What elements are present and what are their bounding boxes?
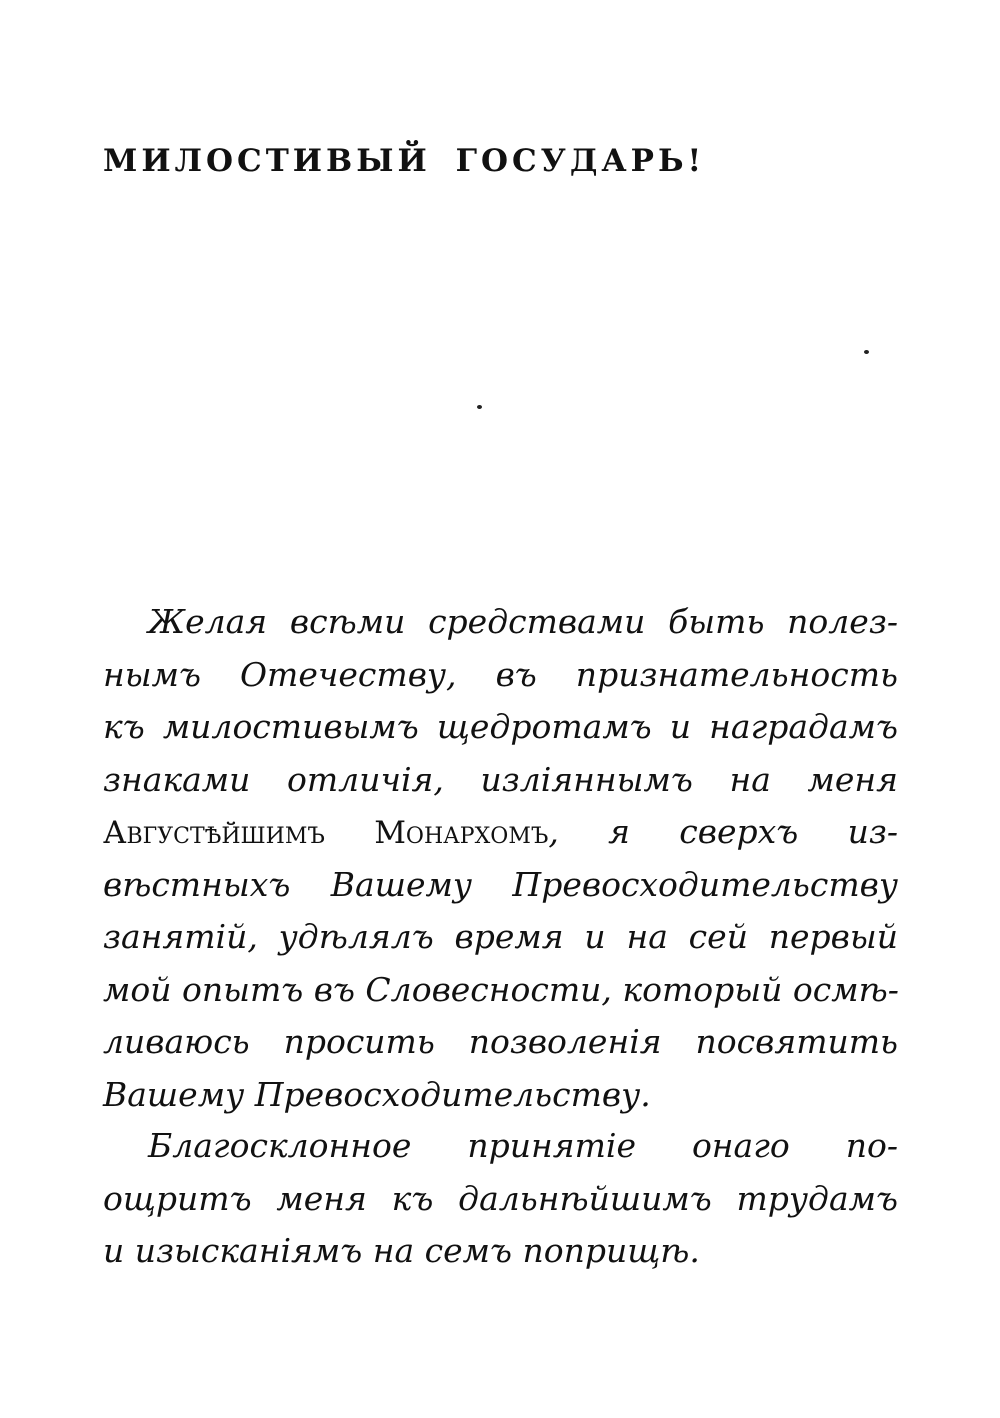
text-line: ощритъ меня къ дальнѣйшимъ трудамъ — [103, 1178, 898, 1218]
text-line: Желая всѣми средствами быть полез- — [148, 602, 898, 641]
text-line: вѣстныхъ Вашему Превосходительству — [103, 864, 898, 904]
salutation-heading: МИЛОСТИВЫЙ ГОСУДАРЬ! — [103, 143, 706, 179]
text-line — [103, 806, 898, 859]
text-line: къ милостивымъ щедротамъ и наградамъ — [103, 707, 898, 746]
text-line: нымъ Отечеству, въ признательность — [103, 654, 898, 694]
ink-speck — [864, 350, 869, 354]
paragraph-2 — [103, 1120, 898, 1278]
proper-noun: Монархомъ — [374, 815, 549, 851]
text-line: занятій, удѣлялъ время и на сей первый — [103, 917, 898, 956]
text-line: и изысканіямъ на семъ поприщѣ. — [103, 1231, 700, 1270]
ink-speck — [477, 405, 482, 409]
text-line: мой опытъ въ Словесности, который осмѣ- — [103, 969, 899, 1009]
paragraph-1 — [103, 596, 898, 1121]
text-line: ливаюсь просить позволенія посвятить — [103, 1022, 898, 1061]
text-line: знаками отличія, изліяннымъ на меня — [103, 759, 898, 799]
proper-noun: Августѣйшимъ — [103, 815, 325, 851]
text-fragment: , я сверхъ из- — [548, 812, 898, 851]
text-line: Благосклонное принятіе онаго по- — [148, 1126, 898, 1165]
text-line: Вашему Превосходительству. — [103, 1074, 651, 1114]
